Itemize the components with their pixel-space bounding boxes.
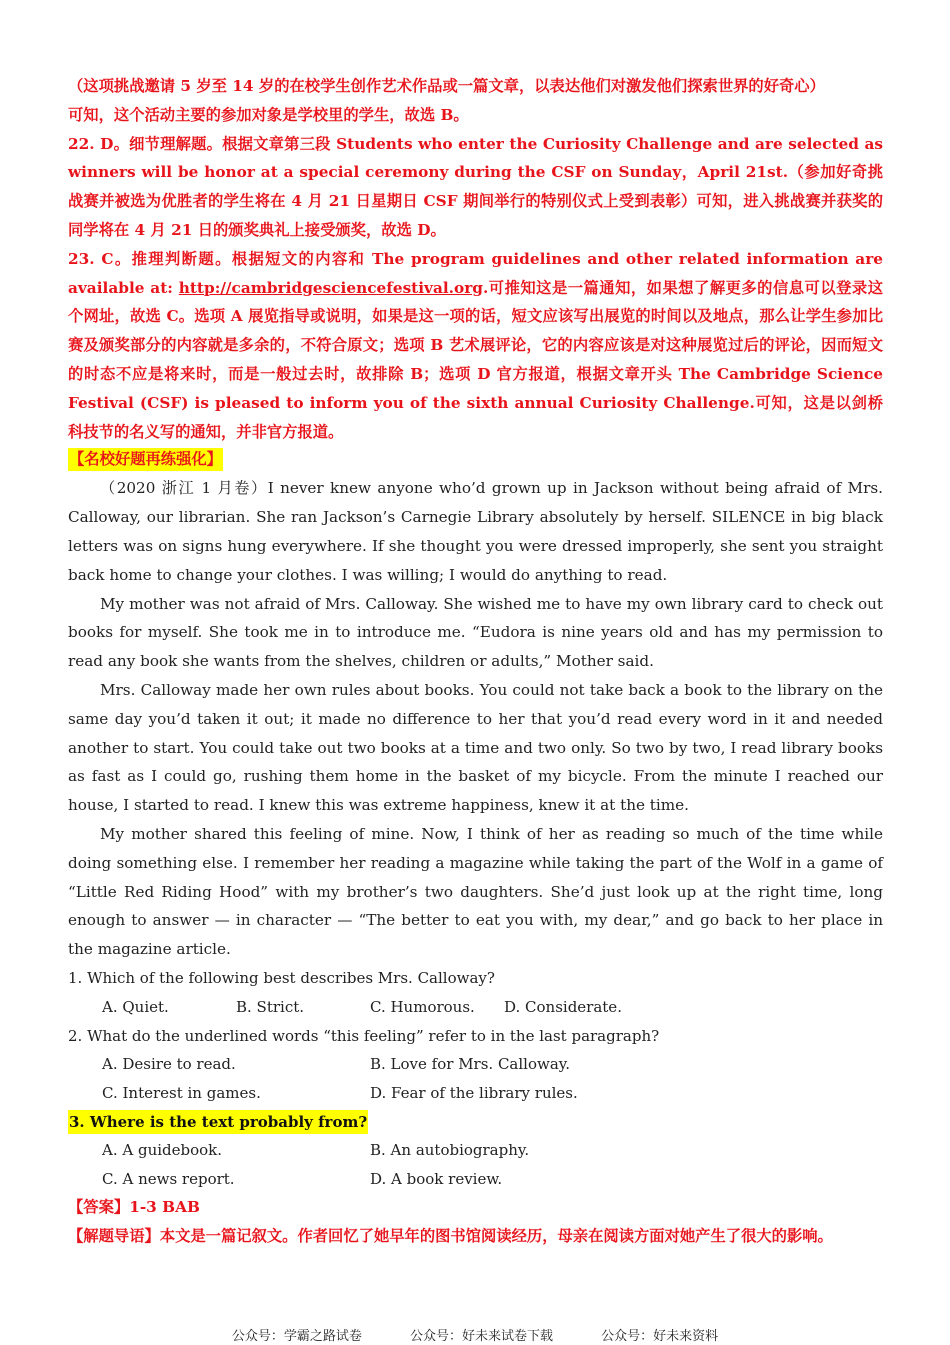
section-title-row xyxy=(68,446,883,474)
q21-tail-line1: （这项挑战邀请 5 岁至 14 岁的在校学生创作艺术作品或一篇文章，以表达他们对激发他们探索世界的好奇心） xyxy=(68,77,825,95)
question-2-option-d: D. Fear of the library rules. xyxy=(370,1084,578,1103)
question-1-options xyxy=(68,993,883,1022)
question-3-option-d: D. A book review. xyxy=(370,1169,503,1188)
solution-guide: 【解题导语】本文是一篇记叙文。作者回忆了她早年的图书馆阅读经历，母亲在阅读方面对她产生了很大的影响。 xyxy=(68,1227,833,1246)
question-1-option-d: D. Considerate. xyxy=(504,997,622,1016)
question-3-options-row-2 xyxy=(68,1165,883,1194)
question-2-options-row-2 xyxy=(68,1079,883,1108)
q21-explanation-tail xyxy=(68,72,883,130)
question-3-options-row-1 xyxy=(68,1136,883,1165)
page-footer xyxy=(0,1325,950,1344)
question-2-option-c: C. Interest in games. xyxy=(102,1084,261,1103)
question-3-stem: 3. Where is the text probably from? xyxy=(68,1110,368,1134)
page-content xyxy=(68,72,883,1251)
reading-passage xyxy=(68,474,883,964)
footer-account-1: 公众号：学霸之路试卷 xyxy=(231,1329,362,1344)
festival-link[interactable]: http://cambridgesciencefestival.org xyxy=(178,278,483,297)
question-1-option-a: A. Quiet. xyxy=(102,997,169,1016)
footer-account-3: 公众号：好未来资料 xyxy=(601,1329,719,1344)
question-3-option-c: C. A news report. xyxy=(102,1169,235,1188)
question-3 xyxy=(68,1108,883,1194)
passage-paragraph-3: Mrs. Calloway made her own rules about books. You could not take back a book to the library on the same day you’d taken it out; it made no difference to her that you’d read every word in it and needed another to start. You could take out two books at a time and two only. So two by two, I read library books as fast as I could go, rushing them home in the basket of my bicycle. From the minute I reached our house, I started to read. I knew this was extreme happiness, knew it at the time. xyxy=(68,680,883,815)
passage-paragraph-2: My mother was not afraid of Mrs. Calloway. She wished me to have my own library card to check out books for myself. She took me in to introduce me. “Eudora is nine years old and has my permission to read any book she wants from the shelves, children or adults,” Mother said. xyxy=(68,594,883,671)
question-2-options-row-1 xyxy=(68,1050,883,1079)
question-1 xyxy=(68,964,883,1022)
q21-tail-line2: 可知，这个活动主要的参加对象是学校里的学生，故选 B。 xyxy=(68,105,469,124)
question-1-stem: 1. Which of the following best describes Mrs. Calloway? xyxy=(68,968,495,987)
q23-explanation xyxy=(68,245,883,447)
question-1-option-b: B. Strict. xyxy=(236,997,305,1016)
section-title: 【名校好题再练强化】 xyxy=(68,448,223,471)
question-2 xyxy=(68,1022,883,1108)
q23-text-before-link: 23. C。推理判断题。根据短文的内容和 The program guidelines and other related information are available at: xyxy=(68,249,883,297)
question-2-stem: 2. What do the underlined words “this feeling” refer to in the last paragraph? xyxy=(68,1026,660,1045)
question-2-option-a: A. Desire to read. xyxy=(102,1055,236,1074)
question-3-option-b: B. An autobiography. xyxy=(370,1140,530,1159)
question-2-option-b: B. Love for Mrs. Calloway. xyxy=(370,1055,571,1074)
passage-paragraph-4: My mother shared this feeling of mine. Now, I think of her as reading so much of the time while doing something else. I remember her reading a magazine while taking the part of the Wolf in a game of “Little Red Riding Hood” with my brother’s two daughters. She’d just look up at the right time, long enough to answer — in character — “The better to eat you with, my dear,” and go back to her place in the magazine article. xyxy=(68,824,883,959)
q23-text-after-link: .可推知这是一篇通知，如果想了解更多的信息可以登录这个网址，故选 C。选项 A 展览指导或说明，如果是这一项的话，短文应该写出展览的时间以及地点，那么让学生参加比赛及颁奖部分的内容就是多余的，不符合原文；选项 B 艺术展评论，它的内容应该是对这种展览过后的评论，因而短文的时态不应是将来时，而是一般过去时，故排除 B；选项 D 官方报道，根据文章开头 The Cambridge Science Festival (CSF) is pleased to inform you of the sixth annual Curiosity Challenge.可知，这是以剑桥科技节的名义写的通知，并非官方报道。 xyxy=(68,278,884,441)
footer-account-2: 公众号：好未来试卷下载 xyxy=(409,1329,553,1344)
question-1-option-c: C. Humorous. xyxy=(370,997,475,1016)
passage-paragraph-1: （2020 浙江 1 月卷）I never knew anyone who’d grown up in Jackson without being afraid of Mrs. Calloway, our librarian. She ran Jackson’s Carnegie Library absolutely by herself. SILENCE in big black letters was on signs hung everywhere. If she thought you were dressed improperly, she sent you straight back home to change your clothes. I was willing; I would do anything to read. xyxy=(68,479,883,584)
answer-key: 【答案】1-3 BAB xyxy=(68,1198,200,1217)
question-3-option-a: A. A guidebook. xyxy=(102,1140,223,1159)
q22-explanation: 22. D。细节理解题。根据文章第三段 Students who enter the Curiosity Challenge and are selected as winners will be honor at a special ceremony during the CSF on Sunday，April 21st.（参加好奇挑战赛并被选为优胜者的学生将在 4 月 21 日星期日 CSF 期间举行的特别仪式上受到表彰）可知，进入挑战赛并获奖的同学将在 4 月 21 日的颁奖典礼上接受颁奖，故选 D。 xyxy=(68,134,883,239)
